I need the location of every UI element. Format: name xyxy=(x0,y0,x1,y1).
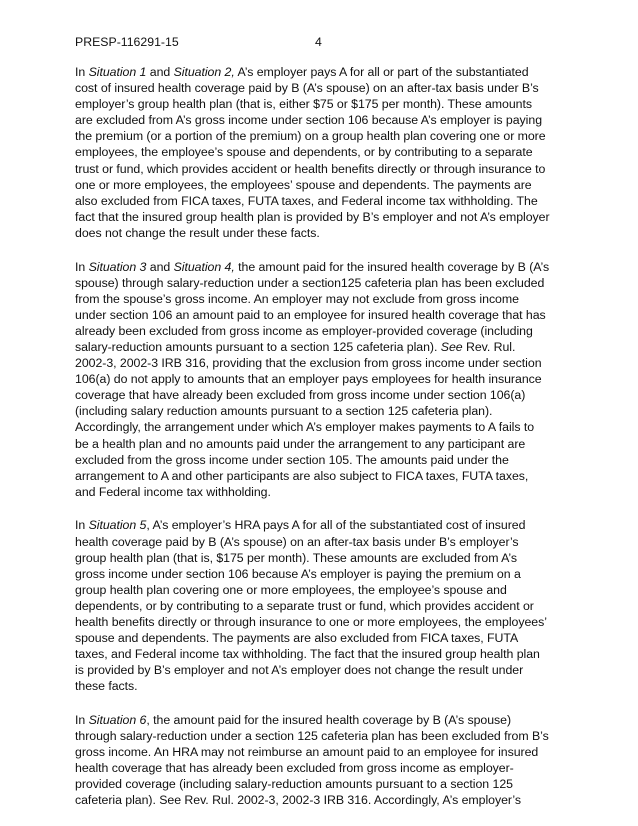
text-segment: (including salary reduction amounts pursuant to a section 125 cafeteria plan). xyxy=(75,404,493,419)
text-segment: Rev. Rul. xyxy=(462,340,516,354)
text-segment: provided coverage (including salary-reduction amounts pursuant to a section 125 xyxy=(75,777,513,792)
text-segment: fact that the insured group health plan is provided by B’s employer and not A’s employer xyxy=(75,209,550,224)
paragraph xyxy=(75,517,565,694)
text-line xyxy=(75,614,565,630)
text-segment: , the amount paid for the insured health coverage by B (A’s spouse) xyxy=(146,712,512,727)
text-segment: In xyxy=(75,518,89,533)
text-segment: under section 106 an amount paid to an employee for insured health coverage that has xyxy=(75,307,546,322)
text-segment: spouse) through salary-reduction under a section125 cafeteria plan has been excluded xyxy=(75,275,545,290)
text-segment: and xyxy=(146,65,174,79)
text-line xyxy=(75,259,565,275)
text-line xyxy=(75,662,565,678)
italic-text: Situation 2, xyxy=(173,65,235,79)
text-segment: and Federal income tax withholding. xyxy=(75,484,271,499)
text-segment: does not change the result under these facts. xyxy=(75,225,320,240)
text-line xyxy=(75,307,565,323)
text-line xyxy=(75,598,565,614)
text-segment: cost of insured health coverage paid by B (A’s spouse) on an after-tax basis under B’s xyxy=(75,81,539,96)
text-line xyxy=(75,291,565,307)
text-segment: arrangement to A and other participants are also subject to FICA taxes, FUTA taxes, xyxy=(75,468,529,483)
document-body xyxy=(75,64,565,826)
text-segment: excluded from the gross income under section 105. The amounts paid under the xyxy=(75,452,509,467)
text-segment: from the spouse’s gross income. An employer may not exclude from gross income xyxy=(75,291,519,306)
text-segment: , A’s employer’s HRA pays A for all of the substantiated cost of insured xyxy=(146,518,526,533)
text-line xyxy=(75,64,565,80)
text-line xyxy=(75,387,565,403)
text-line xyxy=(75,112,565,128)
text-line xyxy=(75,128,565,144)
text-line xyxy=(75,452,565,468)
text-segment: In xyxy=(75,65,89,79)
text-line xyxy=(75,371,565,387)
text-segment: trust or fund, which provides accident or health benefits directly or through insurance to xyxy=(75,161,546,176)
text-line xyxy=(75,728,565,744)
text-segment: health coverage that has already been excluded from gross income as employer- xyxy=(75,761,514,776)
document-id: PRESP-116291-15 xyxy=(75,35,179,49)
text-segment: these facts. xyxy=(75,679,138,694)
text-line xyxy=(75,630,565,646)
italic-text: Situation 6 xyxy=(88,712,147,727)
text-segment: salary-reduction amounts pursuant to a section 125 cafeteria plan). xyxy=(75,340,441,354)
text-segment: group health plan covering one or more employees, the employee’s spouse and xyxy=(75,582,507,597)
text-segment: 2002-3, 2002-3 IRB 316, providing that the exclusion from gross income under section xyxy=(75,356,542,371)
text-line xyxy=(75,760,565,776)
text-segment: be a health plan and no amounts paid under the arrangement to any participant are xyxy=(75,436,526,451)
italic-text: See xyxy=(440,340,463,354)
text-segment: and xyxy=(146,259,174,274)
text-line xyxy=(75,209,565,225)
text-segment: already been excluded from gross income as employer-provided coverage (including xyxy=(75,323,533,338)
page-header xyxy=(75,33,555,51)
text-segment: 106(a) do not apply to amounts that an employer pays employees for health insurance xyxy=(75,372,542,387)
text-segment: gross income. An HRA may not reimburse an amount paid to an employee for insured xyxy=(75,745,539,760)
text-line xyxy=(75,744,565,760)
text-segment: through salary-reduction under a section 125 cafeteria plan has been excluded from B’s xyxy=(75,729,549,744)
text-line xyxy=(75,403,565,419)
text-line xyxy=(75,144,565,160)
text-segment: dependents, or by contributing to a separate trust or fund, which provides accident or xyxy=(75,598,534,613)
text-line xyxy=(75,339,565,355)
text-line xyxy=(75,355,565,371)
text-line xyxy=(75,678,565,694)
text-line xyxy=(75,80,565,96)
text-segment: one or more employees, the employees’ spouse and dependents. The payments are xyxy=(75,177,532,192)
text-segment: spouse and dependents. The payments are also excluded from FICA taxes, FUTA xyxy=(75,631,519,646)
paragraph xyxy=(75,259,565,500)
text-line xyxy=(75,96,565,112)
text-segment: cafeteria plan). See Rev. Rul. 2002-3, 2002-3 IRB 316. Accordingly, A’s employer’s xyxy=(75,793,522,808)
text-line xyxy=(75,517,565,533)
text-segment: health coverage paid by B (A’s spouse) on an after-tax basis under B’s employer’s xyxy=(75,534,519,549)
text-line xyxy=(75,484,565,500)
text-segment: the amount paid for the insured health coverage by B (A’s xyxy=(234,259,550,274)
text-line xyxy=(75,177,565,193)
italic-text: Situation 4, xyxy=(173,259,235,274)
text-segment: taxes, and Federal income tax withholding. The fact that the insured group health plan xyxy=(75,647,540,662)
text-line xyxy=(75,646,565,662)
text-segment: In xyxy=(75,712,89,727)
text-segment: coverage that have already been excluded from gross income under section 106(a) xyxy=(75,388,526,403)
text-segment: employer’s group health plan (that is, either $75 or $175 per month). These amounts xyxy=(75,97,532,112)
paragraph xyxy=(75,712,565,809)
text-line xyxy=(75,712,565,728)
text-segment: also excluded from FICA taxes, FUTA taxes, and Federal income tax withholding. The xyxy=(75,193,538,208)
text-line xyxy=(75,534,565,550)
text-segment: group health plan (that is, $175 per month). These amounts are excluded from A’s xyxy=(75,550,518,565)
italic-text: Situation 1 xyxy=(88,65,147,79)
text-line xyxy=(75,550,565,566)
paragraph xyxy=(75,64,565,241)
text-line xyxy=(75,776,565,792)
text-segment: Accordingly, the arrangement under which A’s employer makes payments to A fails to xyxy=(75,420,535,435)
text-segment: are excluded from A’s gross income under section 106 because A’s employer is paying xyxy=(75,113,543,128)
text-segment: health benefits directly or through insurance to one or more employees, the employees’ xyxy=(75,615,547,629)
text-segment: employees, the employee’s spouse and dependents, or by contributing to a separate xyxy=(75,145,533,160)
text-line xyxy=(75,792,565,808)
text-line xyxy=(75,275,565,291)
text-line xyxy=(75,225,565,241)
text-line xyxy=(75,582,565,598)
text-line xyxy=(75,323,565,339)
italic-text: Situation 3 xyxy=(88,259,147,274)
text-line xyxy=(75,161,565,177)
text-segment: gross income under section 106 because A’s employer is paying the premium on a xyxy=(75,566,521,581)
page-number: 4 xyxy=(315,35,322,49)
italic-text: Situation 5 xyxy=(88,518,147,533)
text-segment: A’s employer pays A for all or part of the substantiated xyxy=(234,65,529,79)
text-line xyxy=(75,566,565,582)
text-segment: the premium (or a portion of the premium) on a group health plan covering one or more xyxy=(75,129,546,144)
text-line xyxy=(75,468,565,484)
text-line xyxy=(75,436,565,452)
text-line xyxy=(75,419,565,435)
text-segment: is provided by B’s employer and not A’s employer does not change the result under xyxy=(75,663,524,678)
text-segment: In xyxy=(75,259,89,274)
text-line xyxy=(75,193,565,209)
